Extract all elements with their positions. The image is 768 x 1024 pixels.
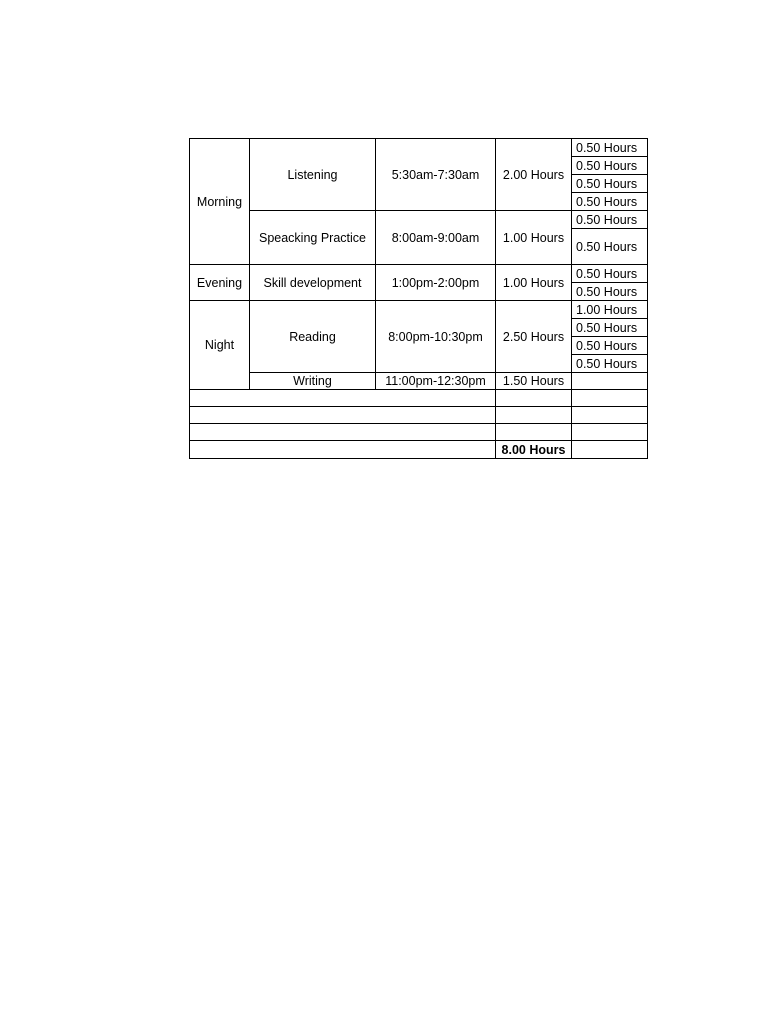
period-night: Night — [190, 301, 250, 390]
activity-skill-development: Skill development — [250, 265, 376, 301]
period-morning: Morning — [190, 139, 250, 265]
total-row — [190, 441, 648, 459]
empty-cell — [572, 390, 648, 407]
breakdown-cell: 0.50 Hours — [572, 193, 648, 211]
activity-listening: Listening — [250, 139, 376, 211]
hours-speaking-practice: 1.00 Hours — [496, 211, 572, 265]
time-speaking-practice: 8:00am-9:00am — [376, 211, 496, 265]
table-row — [190, 139, 648, 157]
breakdown-cell: 0.50 Hours — [572, 229, 648, 265]
table-row — [190, 211, 648, 229]
activity-reading: Reading — [250, 301, 376, 373]
empty-cell — [496, 407, 572, 424]
empty-cell — [572, 407, 648, 424]
hours-reading: 2.50 Hours — [496, 301, 572, 373]
breakdown-cell: 0.50 Hours — [572, 283, 648, 301]
empty-row — [190, 424, 648, 441]
empty-row — [190, 407, 648, 424]
breakdown-cell: 0.50 Hours — [572, 319, 648, 337]
total-hours: 8.00 Hours — [496, 441, 572, 459]
activity-writing: Writing — [250, 373, 376, 390]
time-listening: 5:30am-7:30am — [376, 139, 496, 211]
hours-listening: 2.00 Hours — [496, 139, 572, 211]
empty-cell — [496, 424, 572, 441]
period-evening: Evening — [190, 265, 250, 301]
breakdown-cell: 0.50 Hours — [572, 265, 648, 283]
table-row — [190, 265, 648, 283]
schedule-table — [189, 138, 648, 459]
breakdown-cell: 0.50 Hours — [572, 175, 648, 193]
time-skill-development: 1:00pm-2:00pm — [376, 265, 496, 301]
empty-cell — [190, 390, 496, 407]
empty-cell — [190, 424, 496, 441]
empty-cell — [496, 390, 572, 407]
breakdown-cell: 0.50 Hours — [572, 139, 648, 157]
table-row — [190, 301, 648, 319]
empty-cell — [572, 441, 648, 459]
breakdown-cell: 0.50 Hours — [572, 157, 648, 175]
empty-cell — [190, 441, 496, 459]
breakdown-cell: 0.50 Hours — [572, 355, 648, 373]
empty-cell — [572, 424, 648, 441]
activity-speaking-practice: Speacking Practice — [250, 211, 376, 265]
breakdown-cell: 0.50 Hours — [572, 337, 648, 355]
breakdown-cell: 0.50 Hours — [572, 211, 648, 229]
table-row — [190, 373, 648, 390]
breakdown-cell: 1.00 Hours — [572, 301, 648, 319]
hours-skill-development: 1.00 Hours — [496, 265, 572, 301]
breakdown-cell — [572, 373, 648, 390]
time-reading: 8:00pm-10:30pm — [376, 301, 496, 373]
schedule-sheet — [189, 138, 648, 459]
hours-writing: 1.50 Hours — [496, 373, 572, 390]
time-writing: 11:00pm-12:30pm — [376, 373, 496, 390]
empty-row — [190, 390, 648, 407]
empty-cell — [190, 407, 496, 424]
